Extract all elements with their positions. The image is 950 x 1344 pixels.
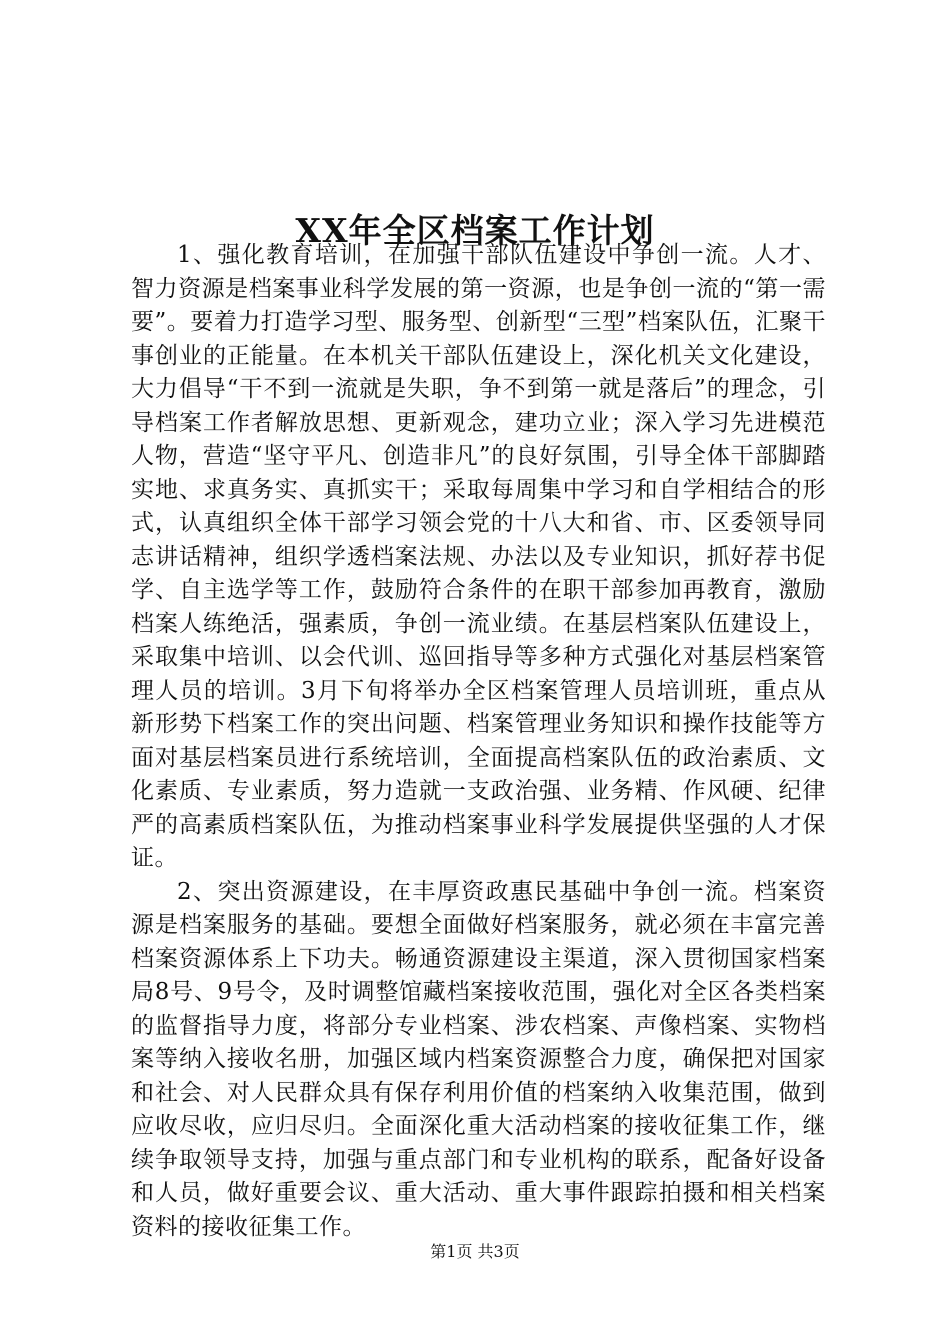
paragraph-2: 2、突出资源建设，在丰厚资政惠民基础中争创一流。档案资源是档案服务的基础。要想全面做好档案服务，就必须在丰富完善档案资源体系上下功夫。畅通资源建设主渠道，深入贯彻国家档案局8号、9号令，及时调整馆藏档案接收范围，强化对全区各类档案的监督指导力度，将部分专业档案、涉农档案、声像档案、实物档案等纳入接收名册，加强区域内档案资源整合力度，确保把对国家和社会、对人民群众具有保存利用价值的档案纳入收集范围，做到应收尽收，应归尽归。全面深化重大活动档案的接收征集工作，继续争取领导支持，加强与重点部门和专业机构的联系，配备好设备和人员，做好重要会议、重大活动、重大事件跟踪拍摄和相关档案资料的接收征集工作。 bbox=[131, 878, 826, 1240]
page-number: 第1页 共3页 bbox=[430, 1242, 520, 1261]
paragraph-1: 1、强化教育培训，在加强干部队伍建设中争创一流。人才、智力资源是档案事业科学发展的第一资源，也是争创一流的“第一需要”。要着力打造学习型、服务型、创新型“三型”档案队伍，汇聚干事创业的正能量。在本机关干部队伍建设上，深化机关文化建设，大力倡导“干不到一流就是失职，争不到第一就是落后”的理念，引导档案工作者解放思想、更新观念，建功立业；深入学习先进模范人物，营造“坚守平凡、创造非凡”的良好氛围，引导全体干部脚踏实地、求真务实、真抓实干；采取每周集中学习和自学相结合的形式，认真组织全体干部学习领会党的十八大和省、市、区委领导同志讲话精神，组织学透档案法规、办法以及专业知识，抓好荐书促学、自主选学等工作，鼓励符合条件的在职干部参加再教育，激励档案人练绝活，强素质，争创一流业绩。在基层档案队伍建设上，采取集中培训、以会代训、巡回指导等多种方式强化对基层档案管理人员的培训。3月下旬将举办全区档案管理人员培训班，重点从新形势下档案工作的突出问题、档案管理业务知识和操作技能等方面对基层档案员进行系统培训，全面提高档案队伍的政治素质、文化素质、专业素质，努力造就一支政治强、业务精、作风硬、纪律严的高素质档案队伍，为推动档案事业科学发展提供坚强的人才保证。 bbox=[131, 242, 826, 871]
document-title: XX年全区档案工作计划 bbox=[295, 211, 655, 251]
document-body bbox=[131, 239, 826, 1244]
